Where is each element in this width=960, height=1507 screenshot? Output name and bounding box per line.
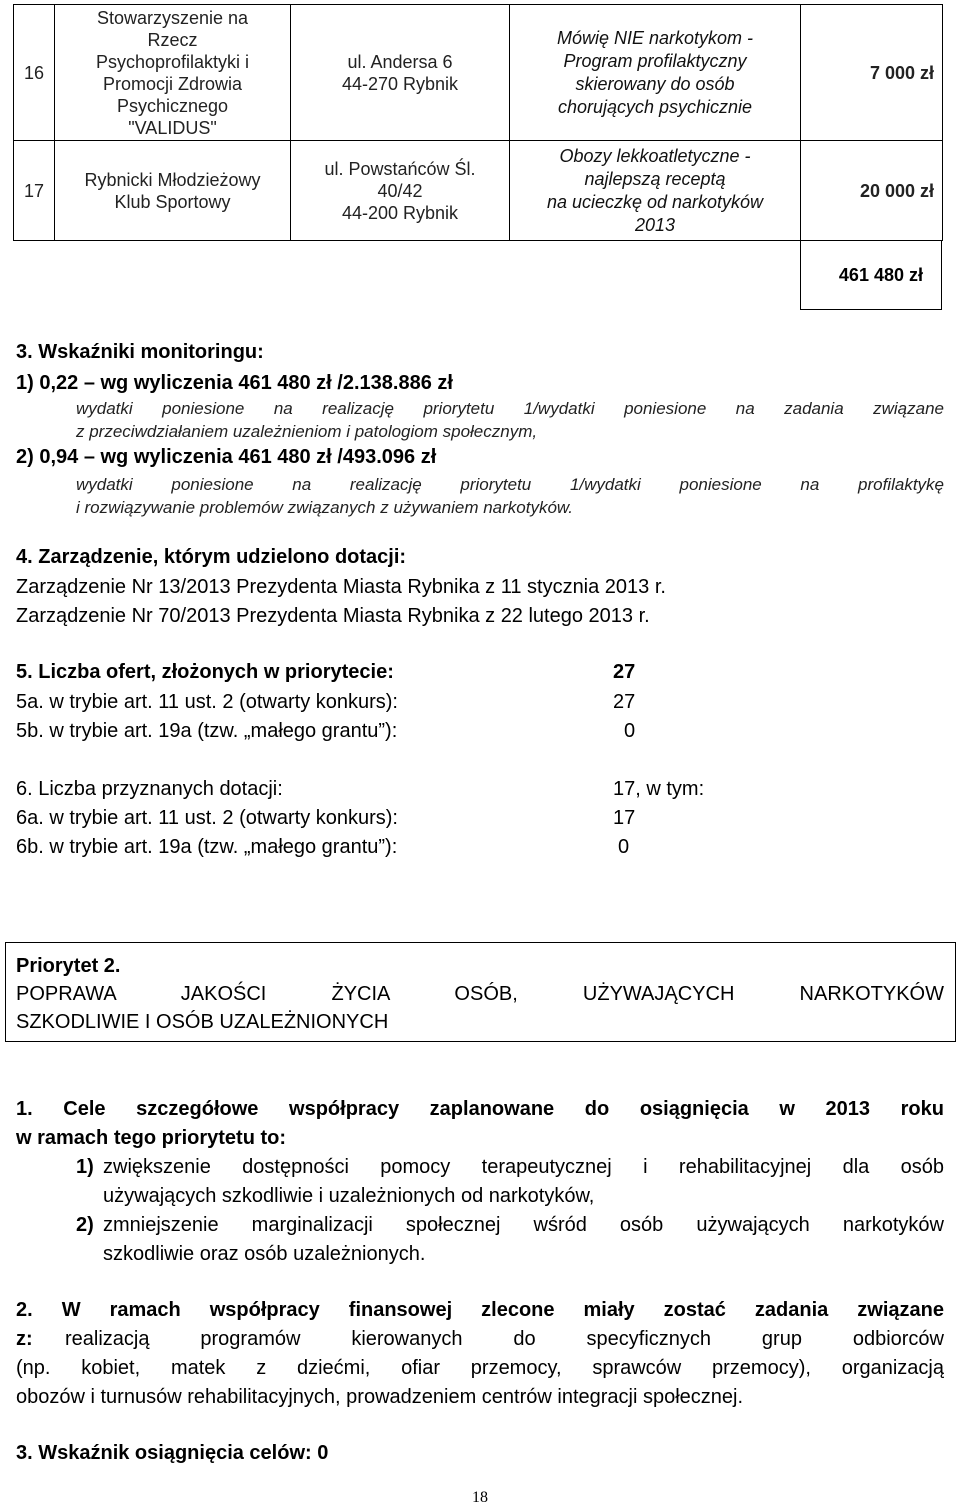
total-amount: 461 480 zł — [800, 241, 942, 310]
grant-amount: 7 000 zł — [801, 5, 943, 141]
priority-2-subtitle: POPRAWA JAKOŚCI ŻYCIA OSÓB, UŻYWAJĄCYCH NARKOTYKÓW — [16, 983, 944, 1005]
section-5a-value: 27 — [613, 691, 636, 713]
section-5b-value: 0 — [624, 720, 636, 742]
priority-2-subtitle-cont: SZKODLIWIE I OSÓB UZALEŻNIONYCH — [16, 1011, 389, 1033]
grants-table — [13, 4, 943, 241]
row-number: 17 — [14, 141, 55, 241]
goal-2-text-cont: szkodliwie oraz osób uzależnionych. — [103, 1243, 426, 1265]
indicator-1: 1) 0,22 – wg wyliczenia 461 480 zł /2.138.886 zł — [16, 372, 453, 394]
section-6b-label: 6b. w trybie art. 19a (tzw. „małego grantu”): — [16, 836, 398, 858]
grant-amount: 20 000 zł — [801, 141, 943, 241]
section-5-value: 27 — [613, 661, 636, 683]
organization-address: ul. Andersa 6 44-270 Rybnik — [291, 5, 510, 141]
section-6b-value: 0 — [618, 836, 630, 858]
tasks-text-line-3: obozów i turnusów rehabilitacyjnych, prowadzeniem centrów integracji społecznej. — [16, 1386, 744, 1408]
section-6-heading: 6. Liczba przyznanych dotacji: — [16, 778, 283, 800]
section-5-heading: 5. Liczba ofert, złożonych w priorytecie: — [16, 661, 394, 683]
goal-2-text: zmniejszenie marginalizacji społecznej wśród osób używających narkotyków — [103, 1214, 944, 1236]
indicator-2: 2) 0,94 – wg wyliczenia 461 480 zł /493.096 zł — [16, 446, 437, 468]
tasks-heading: 2. W ramach współpracy finansowej zlecone miały zostać zadania związane — [16, 1299, 944, 1321]
tasks-text-line-2: (np. kobiet, matek z dziećmi, ofiar przemocy, sprawców przemocy), organizacją — [16, 1357, 944, 1379]
section-3-heading: 3. Wskaźniki monitoringu: — [16, 341, 264, 363]
section-6a-label: 6a. w trybie art. 11 ust. 2 (otwarty konkurs): — [16, 807, 398, 829]
table-row — [14, 5, 943, 141]
priority-2-title: Priorytet 2. — [16, 955, 121, 977]
task-title: Obozy lekkoatletyczne - najlepszą receptą na ucieczkę od narkotyków 2013 — [510, 141, 801, 241]
page-number: 18 — [472, 1489, 488, 1506]
ordinance-line-1: Zarządzenie Nr 13/2013 Prezydenta Miasta Rybnika z 11 stycznia 2013 r. — [16, 576, 666, 598]
section-5b-label: 5b. w trybie art. 19a (tzw. „małego grantu”): — [16, 720, 398, 742]
organization-name: Rybnicki Młodzieżowy Klub Sportowy — [55, 141, 291, 241]
goals-heading-cont: w ramach tego priorytetu to: — [16, 1127, 287, 1149]
indicator-2-description: wydatki poniesione na realizację priorytetu 1/wydatki poniesione na profilaktykę — [76, 475, 944, 494]
indicator-2-description-cont: i rozwiązywanie problemów związanych z używaniem narkotyków. — [76, 498, 573, 517]
section-6a-value: 17 — [613, 807, 636, 829]
table-row — [14, 141, 943, 241]
ordinance-line-2: Zarządzenie Nr 70/2013 Prezydenta Miasta Rybnika z 22 lutego 2013 r. — [16, 605, 650, 627]
tasks-heading-cont: z: — [16, 1328, 33, 1350]
indicator-1-description-cont: z przeciwdziałaniem uzależnieniom i patologiom społecznym, — [76, 422, 538, 441]
section-4-heading: 4. Zarządzenie, którym udzielono dotacji: — [16, 546, 407, 568]
section-5a-label: 5a. w trybie art. 11 ust. 2 (otwarty konkurs): — [16, 691, 398, 713]
tasks-text-line-1: realizacją programów kierowanych do specyficznych grup odbiorców — [65, 1328, 944, 1350]
goal-1-text-cont: używających szkodliwie i uzależnionych od narkotyków, — [103, 1185, 595, 1207]
task-title: Mówię NIE narkotykom - Program profilaktyczny skierowany do osób chorujących psychicznie — [510, 5, 801, 141]
row-number: 16 — [14, 5, 55, 141]
goal-1-number: 1) — [76, 1156, 94, 1178]
goal-1-text: zwiększenie dostępności pomocy terapeutycznej i rehabilitacyjnej dla osób — [103, 1156, 944, 1178]
section-6-value: 17, w tym: — [613, 778, 705, 800]
organization-address: ul. Powstańców Śl. 40/42 44-200 Rybnik — [291, 141, 510, 241]
organization-name: Stowarzyszenie na Rzecz Psychoprofilaktyki i Promocji Zdrowia Psychicznego "VALIDUS" — [55, 5, 291, 141]
goals-heading: 1. Cele szczegółowe współpracy zaplanowane do osiągnięcia w 2013 roku — [16, 1098, 944, 1120]
indicator-1-description: wydatki poniesione na realizację priorytetu 1/wydatki poniesione na zadania związane — [76, 399, 944, 418]
goal-2-number: 2) — [76, 1214, 94, 1236]
achievement-indicator: 3. Wskaźnik osiągnięcia celów: 0 — [16, 1442, 329, 1464]
